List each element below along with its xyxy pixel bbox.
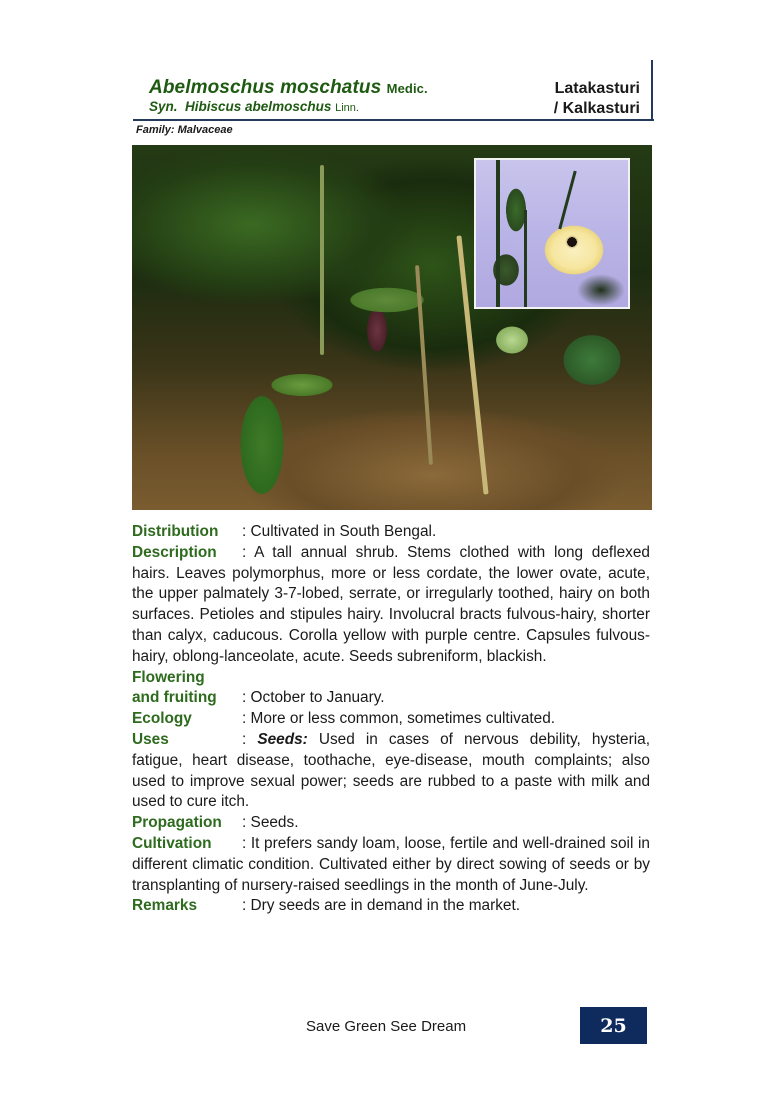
scientific-author: Medic. bbox=[386, 81, 428, 96]
local-name-line1: Latakasturi bbox=[554, 80, 640, 97]
synonym-prefix: Syn. bbox=[149, 99, 178, 114]
remarks-text: : Dry seeds are in demand in the market. bbox=[242, 897, 521, 915]
photo-stem bbox=[320, 165, 324, 355]
local-name-line2: / Kalkasturi bbox=[553, 100, 640, 117]
propagation-label: Propagation bbox=[132, 814, 222, 832]
local-name bbox=[554, 79, 640, 119]
uses-prefix: : bbox=[242, 730, 258, 748]
flowering-label-line1: Flowering bbox=[132, 668, 205, 686]
ecology-label: Ecology bbox=[132, 710, 192, 728]
distribution-label: Distribution bbox=[132, 523, 219, 540]
footer-tagline: Save Green See Dream bbox=[306, 1018, 467, 1035]
propagation-text: : Seeds. bbox=[242, 814, 299, 832]
section-remarks bbox=[132, 896, 650, 917]
section-ecology bbox=[132, 709, 650, 730]
page-number-badge bbox=[580, 1007, 647, 1044]
synonym-author: Linn. bbox=[335, 102, 359, 114]
section-distribution bbox=[132, 522, 650, 543]
ecology-text: : More or less common, sometimes cultivated. bbox=[242, 710, 556, 728]
inset-stem bbox=[524, 210, 527, 307]
section-flowering bbox=[132, 668, 650, 710]
section-cultivation bbox=[132, 834, 650, 896]
remarks-label: Remarks bbox=[132, 897, 198, 915]
section-uses bbox=[132, 730, 650, 813]
synonym bbox=[149, 99, 359, 114]
flowering-label-line2: and fruiting bbox=[132, 689, 217, 707]
scientific-name-text: Abelmoschus moschatus bbox=[149, 77, 382, 98]
scientific-name bbox=[149, 77, 428, 99]
photo-stem bbox=[415, 265, 433, 465]
cultivation-text: : It prefers sandy loam, loose, fertile and well-drained soil in different climatic condition. Cultivated either by direct sowing of seeds or by transplanting of nursery-raised seedlings in the month of June-July. bbox=[132, 834, 650, 894]
header-vertical-rule bbox=[651, 60, 653, 120]
cultivation-label: Cultivation bbox=[132, 834, 212, 852]
inset-stem bbox=[558, 171, 576, 230]
species-description bbox=[132, 522, 650, 917]
family-label: Family: Malvaceae bbox=[136, 124, 233, 136]
page-number: 25 bbox=[600, 1014, 627, 1037]
description-label: Description bbox=[132, 543, 217, 561]
description-text: : A tall annual shrub. Stems clothed with long deflexed hairs. Leaves polymorphus, more or less cordate, the lower ovate, acute, the upper palmately 3-7-lobed, serrate, or irregularly toothed, hairy on both surfaces. Petioles and stipules hairy. Involucral bracts fulvous-hairy, shorter than calyx, caducous. Corolla yellow with purple centre. Capsules fulvous-hairy, oblong-lanceolate, acute. Seeds subreniform, blackish. bbox=[132, 543, 650, 665]
inset-stem bbox=[496, 160, 500, 307]
synonym-name: Hibiscus abelmoschus bbox=[185, 99, 332, 114]
flowering-text: : October to January. bbox=[242, 689, 385, 707]
uses-text: Used in cases of nervous debility, hysteria, fatigue, heart disease, toothache, eye-disease, mouth complaints; also used to improve sexual power; seeds are rubbed to a paste with milk and used to cure itch. bbox=[132, 730, 650, 811]
distribution-text: : Cultivated in South Bengal. bbox=[242, 523, 437, 540]
plant-photo bbox=[132, 145, 652, 510]
flower-inset-photo bbox=[474, 158, 630, 309]
uses-emphasis: Seeds: bbox=[257, 730, 308, 748]
section-propagation bbox=[132, 813, 650, 834]
page-header bbox=[133, 60, 654, 121]
uses-label: Uses bbox=[132, 730, 169, 748]
section-description bbox=[132, 543, 650, 668]
